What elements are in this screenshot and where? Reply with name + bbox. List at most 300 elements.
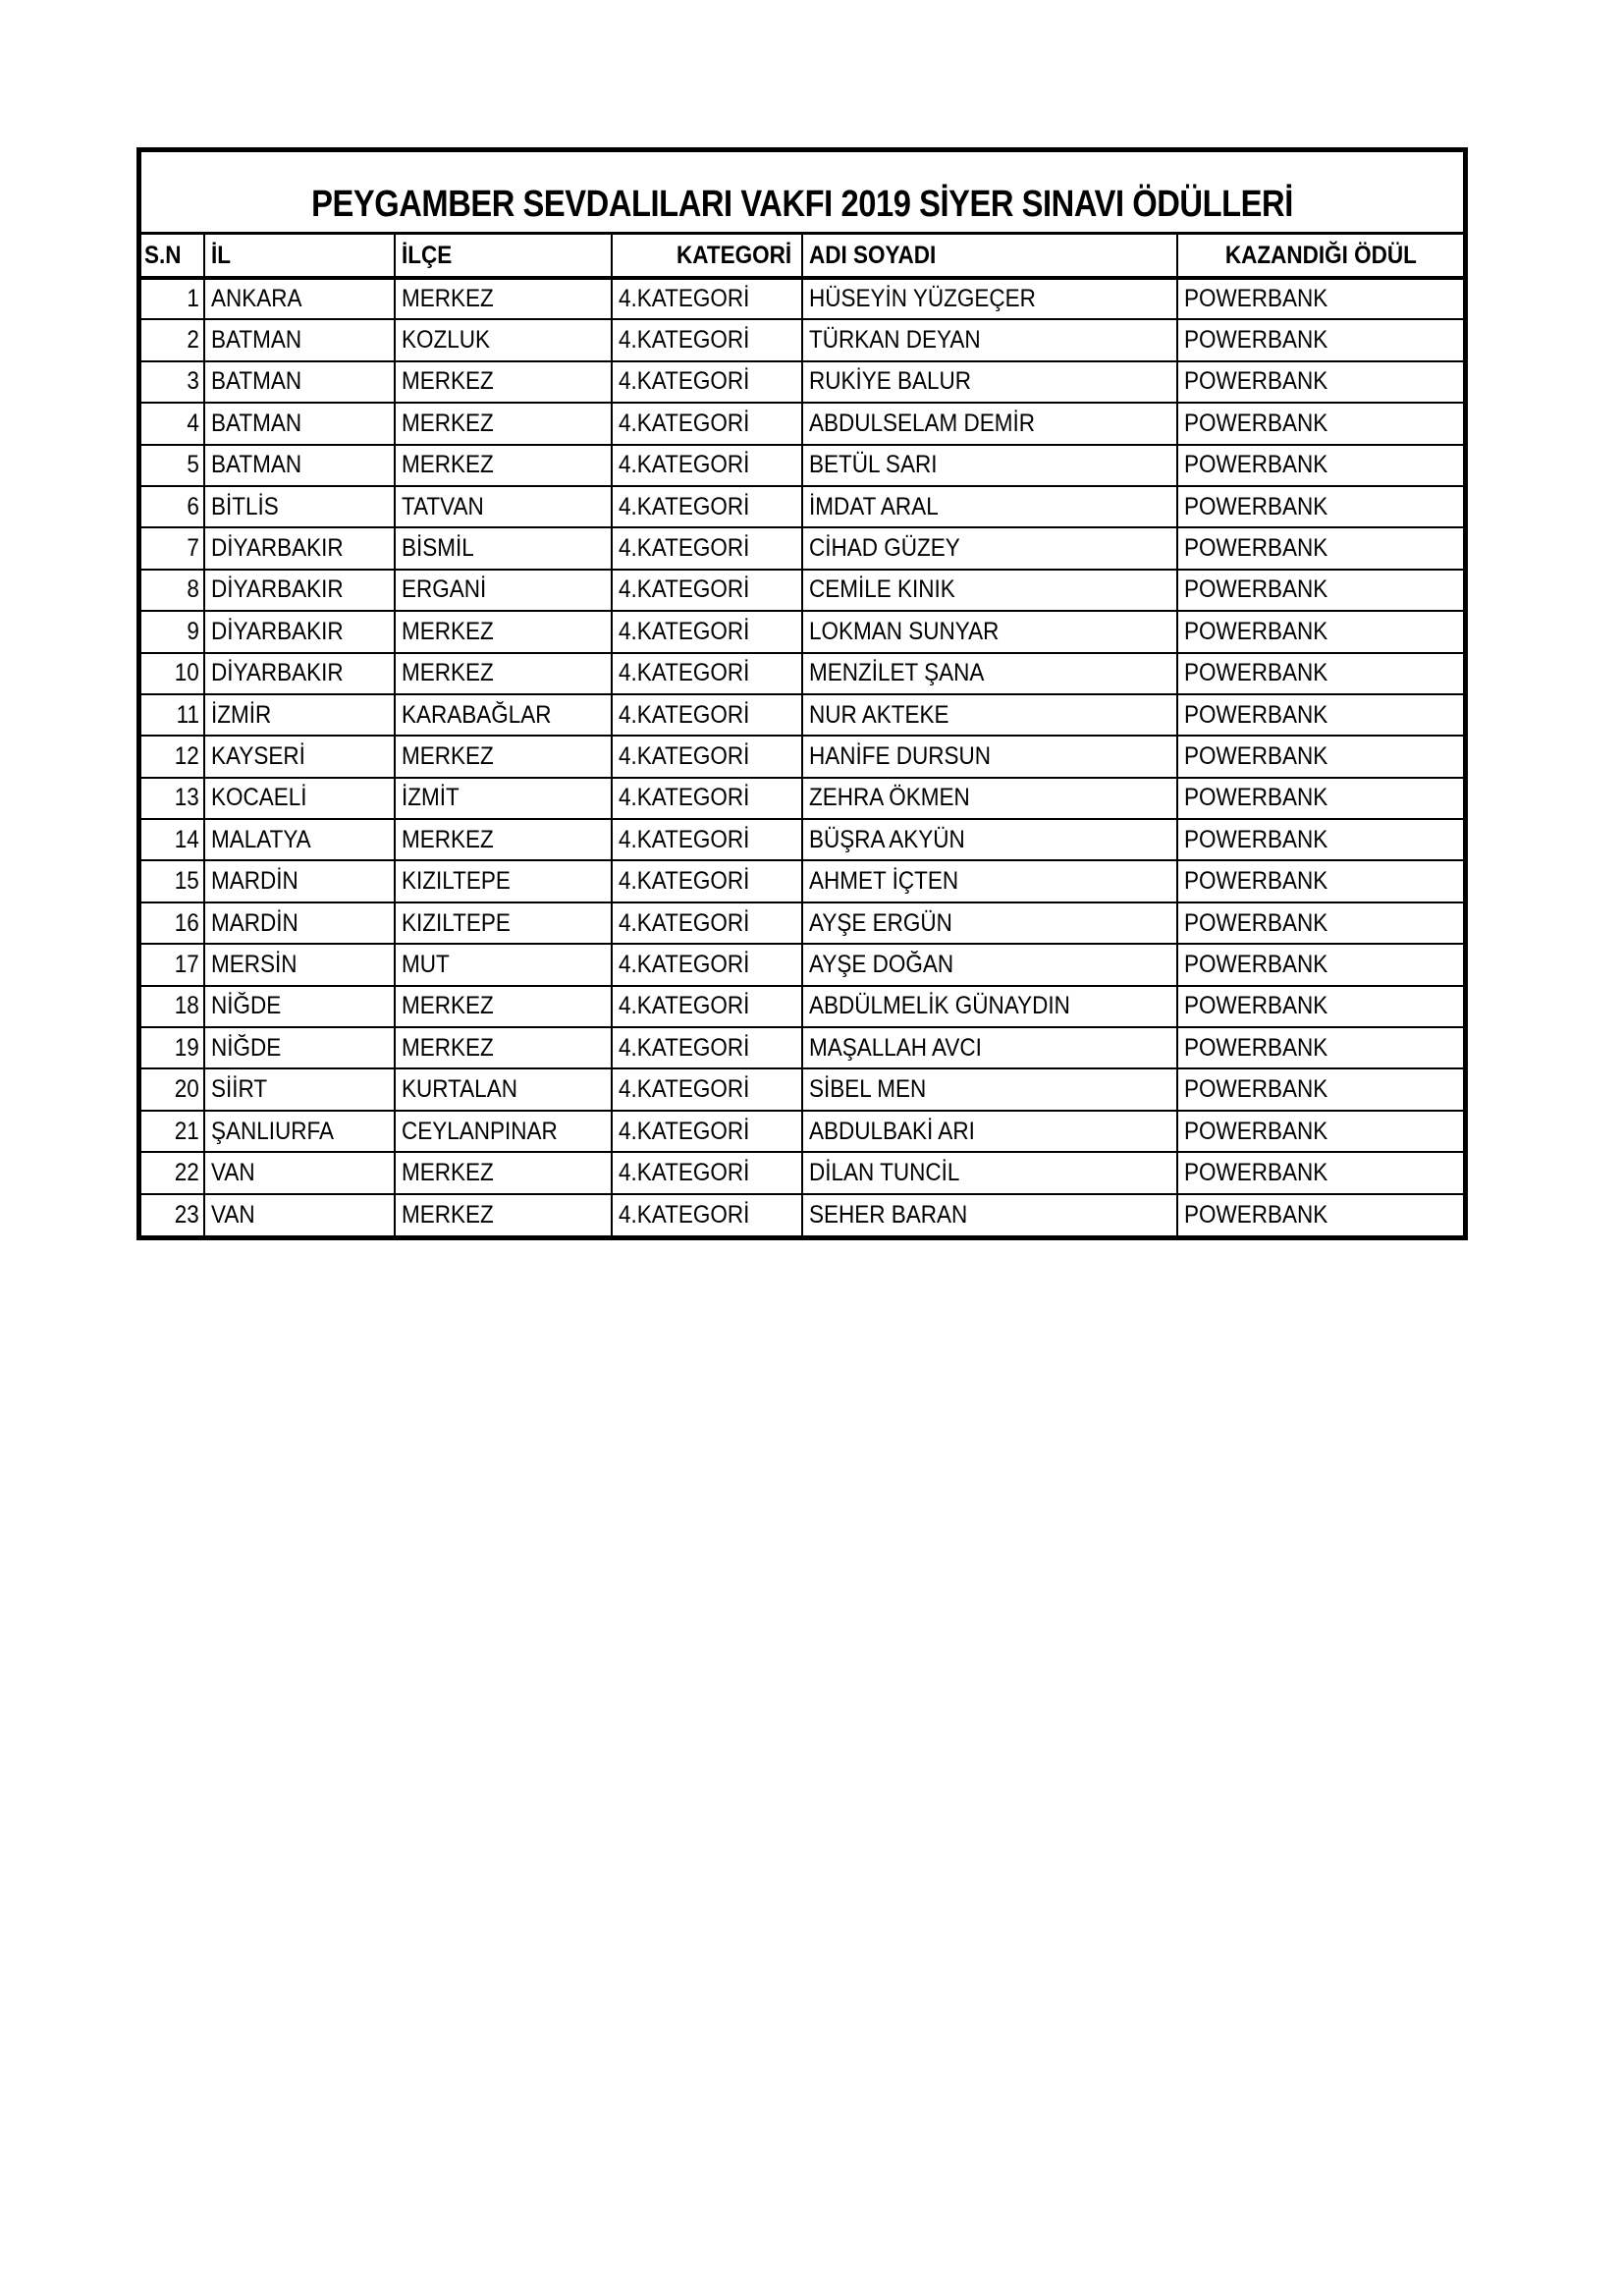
cell-kategori-text: 4.KATEGORİ [619,659,750,687]
cell-adi-soyadi [802,986,1177,1027]
cell-kategori [612,653,802,694]
cell-adi-soyadi-text: ABDULSELAM DEMİR [809,409,1036,437]
cell-il-text: DİYARBAKIR [211,575,344,604]
cell-ilce [395,819,612,860]
cell-sn-text: 14 [174,825,199,853]
table-row [141,1068,1463,1110]
cell-kategori [612,611,802,652]
cell-adi-soyadi-text: ABDÜLMELİK GÜNAYDIN [809,992,1070,1020]
cell-adi-soyadi [802,319,1177,360]
awards-table [136,147,1468,1240]
cell-adi-soyadi [802,1027,1177,1068]
cell-ilce [395,902,612,944]
cell-odul [1177,319,1463,360]
cell-il [204,403,395,444]
cell-sn [141,570,204,611]
cell-kategori [612,1194,802,1235]
cell-adi-soyadi [802,1194,1177,1235]
cell-kategori [612,902,802,944]
cell-ilce [395,1194,612,1235]
cell-kategori [612,278,802,319]
cell-kategori-text: 4.KATEGORİ [619,1117,750,1145]
cell-il-text: BATMAN [211,367,302,396]
cell-odul [1177,1027,1463,1068]
cell-adi-soyadi [802,1111,1177,1152]
header-row [141,235,1463,278]
cell-il-text: BATMAN [211,409,302,437]
cell-kategori [612,319,802,360]
cell-ilce [395,986,612,1027]
cell-il [204,694,395,736]
cell-odul-text: POWERBANK [1184,700,1328,729]
cell-sn [141,445,204,486]
cell-odul-text: POWERBANK [1184,575,1328,604]
cell-ilce [395,694,612,736]
cell-il-text: VAN [211,1200,255,1229]
cell-kategori [612,819,802,860]
cell-odul-text: POWERBANK [1184,1033,1328,1062]
cell-il-text: DİYARBAKIR [211,659,344,687]
cell-sn-text: 10 [174,659,199,687]
cell-kategori [612,403,802,444]
cell-sn-text: 1 [187,285,199,313]
cell-sn-text: 17 [174,950,199,978]
cell-odul [1177,653,1463,694]
awards-grid [141,235,1463,1235]
cell-ilce-text: KIZILTEPE [402,908,511,937]
cell-kategori-text: 4.KATEGORİ [619,908,750,937]
column-header-kategori: KATEGORİ [612,235,802,278]
cell-odul [1177,445,1463,486]
cell-il-text: DİYARBAKIR [211,617,344,645]
cell-ilce-text: MERKEZ [402,367,494,396]
cell-sn-text: 20 [174,1075,199,1104]
cell-sn [141,653,204,694]
cell-sn-text: 12 [174,741,199,770]
cell-kategori-text: 4.KATEGORİ [619,1158,750,1186]
cell-ilce-text: KOZLUK [402,326,491,355]
cell-odul-text: POWERBANK [1184,367,1328,396]
cell-odul-text: POWERBANK [1184,285,1328,313]
cell-odul [1177,486,1463,527]
cell-odul [1177,1194,1463,1235]
cell-sn [141,278,204,319]
cell-odul [1177,694,1463,736]
cell-ilce-text: ERGANİ [402,575,487,604]
cell-sn [141,778,204,819]
table-row [141,319,1463,360]
cell-adi-soyadi-text: DİLAN TUNCİL [809,1158,960,1186]
cell-kategori [612,944,802,985]
cell-sn-text: 4 [187,409,199,437]
table-row [141,736,1463,777]
cell-kategori-text: 4.KATEGORİ [619,700,750,729]
cell-ilce-text: MUT [402,950,450,978]
cell-il-text: MALATYA [211,825,311,853]
table-row [141,902,1463,944]
cell-kategori-text: 4.KATEGORİ [619,741,750,770]
table-body [141,278,1463,1235]
cell-sn-text: 5 [187,451,199,479]
cell-odul [1177,736,1463,777]
table-row [141,653,1463,694]
cell-adi-soyadi [802,361,1177,403]
cell-kategori-text: 4.KATEGORİ [619,326,750,355]
cell-kategori [612,1068,802,1110]
table-row [141,694,1463,736]
cell-ilce [395,1152,612,1193]
column-header-il: İL [204,235,395,278]
cell-sn [141,694,204,736]
cell-odul-text: POWERBANK [1184,908,1328,937]
cell-kategori [612,986,802,1027]
cell-il-text: MERSİN [211,950,298,978]
cell-kategori-text: 4.KATEGORİ [619,825,750,853]
cell-il [204,653,395,694]
cell-ilce-text: MERKEZ [402,659,494,687]
cell-il [204,1152,395,1193]
cell-sn-text: 15 [174,867,199,896]
cell-adi-soyadi [802,1068,1177,1110]
cell-adi-soyadi-text: İMDAT ARAL [809,492,939,520]
cell-adi-soyadi-text: ZEHRA ÖKMEN [809,784,970,812]
cell-ilce [395,527,612,569]
table-row [141,445,1463,486]
cell-il [204,860,395,902]
cell-adi-soyadi [802,694,1177,736]
cell-odul [1177,860,1463,902]
cell-ilce [395,319,612,360]
cell-odul [1177,778,1463,819]
cell-adi-soyadi-text: HANİFE DURSUN [809,741,992,770]
table-row [141,819,1463,860]
cell-kategori-text: 4.KATEGORİ [619,492,750,520]
cell-ilce [395,1111,612,1152]
cell-sn [141,902,204,944]
cell-adi-soyadi [802,570,1177,611]
cell-kategori [612,1152,802,1193]
cell-adi-soyadi-text: MAŞALLAH AVCI [809,1033,982,1062]
cell-odul [1177,1111,1463,1152]
cell-il [204,611,395,652]
cell-sn [141,1068,204,1110]
cell-kategori-text: 4.KATEGORİ [619,992,750,1020]
cell-sn-text: 19 [174,1033,199,1062]
cell-il [204,445,395,486]
cell-il [204,819,395,860]
cell-ilce [395,278,612,319]
cell-adi-soyadi-text: NUR AKTEKE [809,700,949,729]
cell-sn-text: 3 [187,367,199,396]
cell-il [204,986,395,1027]
cell-odul-text: POWERBANK [1184,492,1328,520]
cell-adi-soyadi [802,1152,1177,1193]
cell-adi-soyadi [802,527,1177,569]
cell-sn-text: 8 [187,575,199,604]
cell-sn [141,319,204,360]
cell-sn [141,611,204,652]
cell-ilce-text: MERKEZ [402,451,494,479]
cell-kategori [612,1027,802,1068]
cell-odul-text: POWERBANK [1184,1075,1328,1104]
cell-ilce-text: TATVAN [402,492,484,520]
cell-odul [1177,819,1463,860]
cell-odul [1177,570,1463,611]
cell-sn [141,819,204,860]
cell-ilce-text: MERKEZ [402,409,494,437]
cell-ilce-text: MERKEZ [402,285,494,313]
cell-adi-soyadi [802,902,1177,944]
column-header-odul: KAZANDIĞI ÖDÜL [1177,235,1463,278]
cell-kategori-text: 4.KATEGORİ [619,867,750,896]
cell-adi-soyadi-text: CEMİLE KINIK [809,575,955,604]
cell-il-text: NİĞDE [211,992,282,1020]
table-row [141,527,1463,569]
cell-ilce-text: KARABAĞLAR [402,700,552,729]
cell-adi-soyadi-text: MENZİLET ŞANA [809,659,985,687]
cell-il [204,1194,395,1235]
cell-adi-soyadi-text: CİHAD GÜZEY [809,534,960,563]
cell-odul [1177,1152,1463,1193]
cell-sn [141,527,204,569]
cell-il [204,570,395,611]
cell-sn-text: 11 [176,700,199,729]
cell-il-text: SİİRT [211,1075,268,1104]
cell-ilce-text: MERKEZ [402,992,494,1020]
cell-odul-text: POWERBANK [1184,825,1328,853]
cell-kategori-text: 4.KATEGORİ [619,409,750,437]
cell-sn [141,1194,204,1235]
cell-sn-text: 6 [187,492,199,520]
cell-adi-soyadi-text: AYŞE ERGÜN [809,908,952,937]
cell-ilce-text: KIZILTEPE [402,867,511,896]
cell-kategori-text: 4.KATEGORİ [619,285,750,313]
cell-sn-text: 9 [187,617,199,645]
cell-il-text: ŞANLIURFA [211,1117,335,1145]
cell-il-text: KOCAELİ [211,784,307,812]
cell-adi-soyadi-text: SİBEL MEN [809,1075,927,1104]
table-row [141,570,1463,611]
cell-kategori [612,736,802,777]
cell-adi-soyadi [802,278,1177,319]
cell-adi-soyadi-text: BÜŞRA AKYÜN [809,825,965,853]
cell-sn [141,486,204,527]
cell-sn-text: 21 [174,1117,199,1145]
cell-il [204,1027,395,1068]
cell-ilce [395,778,612,819]
cell-odul-text: POWERBANK [1184,867,1328,896]
cell-sn [141,1111,204,1152]
cell-il [204,278,395,319]
cell-sn-text: 23 [174,1200,199,1229]
cell-ilce [395,944,612,985]
cell-odul [1177,361,1463,403]
cell-kategori-text: 4.KATEGORİ [619,1075,750,1104]
document-title: PEYGAMBER SEVDALILARI VAKFI 2019 SİYER SINAVI ÖDÜLLERİ [311,184,1293,225]
cell-ilce [395,611,612,652]
cell-ilce [395,361,612,403]
cell-kategori [612,361,802,403]
cell-il-text: İZMİR [211,700,272,729]
cell-il-text: KAYSERİ [211,741,305,770]
cell-il [204,778,395,819]
title-row [141,152,1463,235]
cell-ilce [395,445,612,486]
cell-odul-text: POWERBANK [1184,992,1328,1020]
cell-odul [1177,986,1463,1027]
cell-ilce-text: MERKEZ [402,1200,494,1229]
cell-adi-soyadi-text: RUKİYE BALUR [809,367,972,396]
cell-ilce [395,570,612,611]
table-row [141,860,1463,902]
cell-sn [141,403,204,444]
cell-kategori-text: 4.KATEGORİ [619,617,750,645]
cell-ilce-text: MERKEZ [402,617,494,645]
cell-adi-soyadi-text: TÜRKAN DEYAN [809,326,981,355]
column-header-sn: S.N [141,235,204,278]
cell-sn [141,1152,204,1193]
cell-odul-text: POWERBANK [1184,784,1328,812]
cell-adi-soyadi-text: AYŞE DOĞAN [809,950,954,978]
cell-sn-text: 7 [187,534,199,563]
cell-odul [1177,1068,1463,1110]
cell-odul-text: POWERBANK [1184,950,1328,978]
cell-ilce-text: İZMİT [402,784,460,812]
cell-kategori-text: 4.KATEGORİ [619,1033,750,1062]
cell-kategori [612,860,802,902]
cell-il [204,486,395,527]
cell-il [204,361,395,403]
cell-kategori-text: 4.KATEGORİ [619,534,750,563]
table-row [141,611,1463,652]
cell-kategori [612,527,802,569]
cell-kategori-text: 4.KATEGORİ [619,950,750,978]
cell-kategori [612,1111,802,1152]
cell-adi-soyadi [802,778,1177,819]
cell-il-text: MARDİN [211,867,298,896]
cell-il-text: BİTLİS [211,492,279,520]
table-row [141,278,1463,319]
cell-sn-text: 18 [174,992,199,1020]
column-header-adi-soyadi: ADI SOYADI [802,235,1177,278]
cell-adi-soyadi [802,736,1177,777]
cell-adi-soyadi-text: HÜSEYİN YÜZGEÇER [809,285,1036,313]
cell-adi-soyadi [802,403,1177,444]
cell-ilce [395,736,612,777]
cell-il-text: MARDİN [211,908,298,937]
cell-sn-text: 22 [174,1158,199,1186]
cell-il [204,527,395,569]
cell-sn [141,860,204,902]
table-row [141,944,1463,985]
table-row [141,1111,1463,1152]
cell-il [204,944,395,985]
cell-sn [141,1027,204,1068]
cell-ilce-text: MERKEZ [402,825,494,853]
cell-sn-text: 2 [187,326,199,355]
cell-ilce [395,1027,612,1068]
cell-odul-text: POWERBANK [1184,326,1328,355]
table-row [141,361,1463,403]
cell-adi-soyadi-text: LOKMAN SUNYAR [809,617,1000,645]
cell-odul [1177,527,1463,569]
cell-sn [141,944,204,985]
table-row [141,986,1463,1027]
cell-sn-text: 16 [174,908,199,937]
cell-kategori-text: 4.KATEGORİ [619,367,750,396]
cell-il [204,1068,395,1110]
cell-il [204,902,395,944]
cell-kategori [612,570,802,611]
cell-il-text: DİYARBAKIR [211,534,344,563]
cell-ilce-text: CEYLANPINAR [402,1117,558,1145]
cell-adi-soyadi [802,819,1177,860]
cell-il-text: VAN [211,1158,255,1186]
cell-odul-text: POWERBANK [1184,1158,1328,1186]
cell-adi-soyadi-text: ABDULBAKİ ARI [809,1117,975,1145]
cell-adi-soyadi-text: BETÜL SARI [809,451,938,479]
cell-adi-soyadi [802,860,1177,902]
cell-adi-soyadi [802,486,1177,527]
cell-ilce [395,403,612,444]
cell-odul [1177,902,1463,944]
column-header-ilce: İLÇE [395,235,612,278]
cell-kategori-text: 4.KATEGORİ [619,451,750,479]
cell-kategori [612,445,802,486]
table-row [141,1027,1463,1068]
cell-il-text: NİĞDE [211,1033,282,1062]
cell-adi-soyadi [802,944,1177,985]
cell-odul-text: POWERBANK [1184,1117,1328,1145]
cell-odul-text: POWERBANK [1184,741,1328,770]
cell-il-text: BATMAN [211,326,302,355]
cell-odul [1177,403,1463,444]
table-row [141,486,1463,527]
cell-odul-text: POWERBANK [1184,451,1328,479]
cell-odul [1177,611,1463,652]
cell-odul-text: POWERBANK [1184,659,1328,687]
cell-kategori-text: 4.KATEGORİ [619,575,750,604]
cell-odul-text: POWERBANK [1184,534,1328,563]
cell-ilce-text: MERKEZ [402,1158,494,1186]
cell-il [204,736,395,777]
cell-sn [141,736,204,777]
cell-ilce [395,486,612,527]
cell-ilce [395,1068,612,1110]
table-row [141,1152,1463,1193]
cell-kategori [612,486,802,527]
cell-kategori [612,694,802,736]
cell-adi-soyadi-text: SEHER BARAN [809,1200,968,1229]
cell-sn-text: 13 [174,784,199,812]
cell-adi-soyadi [802,445,1177,486]
cell-sn [141,986,204,1027]
cell-odul [1177,944,1463,985]
cell-kategori-text: 4.KATEGORİ [619,784,750,812]
cell-kategori-text: 4.KATEGORİ [619,1200,750,1229]
cell-odul-text: POWERBANK [1184,409,1328,437]
cell-il [204,1111,395,1152]
cell-odul-text: POWERBANK [1184,1200,1328,1229]
cell-adi-soyadi [802,653,1177,694]
cell-ilce-text: MERKEZ [402,1033,494,1062]
cell-ilce [395,653,612,694]
cell-il [204,319,395,360]
cell-ilce-text: BİSMİL [402,534,474,563]
cell-ilce-text: KURTALAN [402,1075,517,1104]
cell-il-text: BATMAN [211,451,302,479]
cell-odul [1177,278,1463,319]
